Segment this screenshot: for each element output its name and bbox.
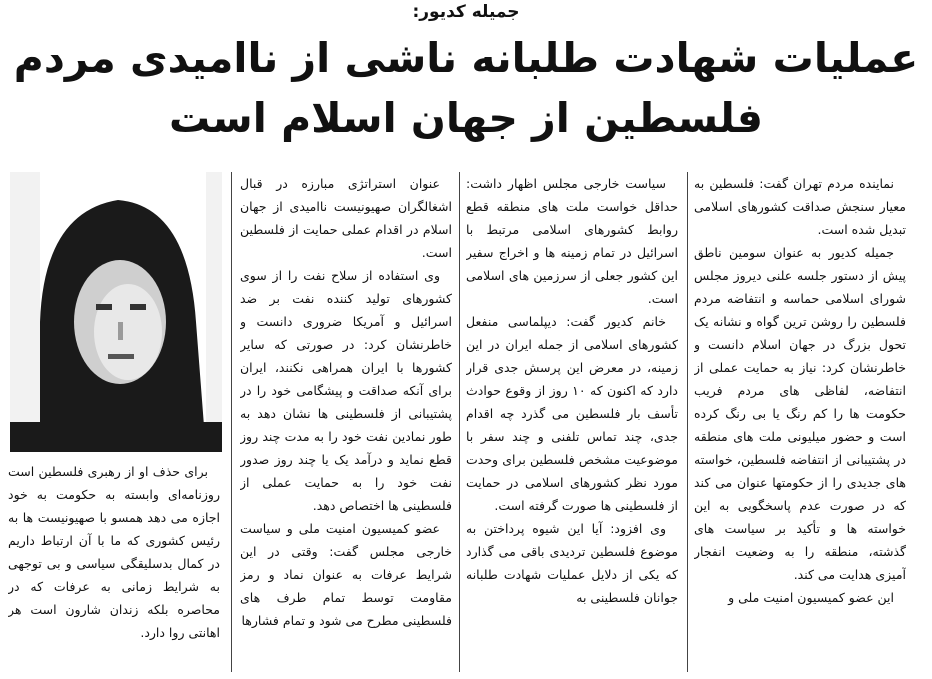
portrait-image [10,172,222,452]
column-divider [231,172,232,672]
paragraph: سیاست خارجی مجلس اظهار داشت: حداقل خواست ملت های منطقه قطع روابط کشورهای اسلامی مرتبط با اسرائیل در تمام زمینه ها و اخراج سفیر این کشور جعلی از سرزمین های اسلامی است. [466,176,678,306]
paragraph: عضو کمیسیون امنیت ملی و سیاست خارجی مجلس گفت: وقتی در این شرایط عرفات به عنوان نماد و رمز مقاومت توسط تمام طرف های فلسطینی مطرح می شود و تمام فشارها [240,521,452,628]
article-kicker: جمیله کدیور: [412,2,520,22]
paragraph: جمیله کدیور به عنوان سومین ناطق پیش از دستور جلسه علنی دیروز مجلس شورای اسلامی حماسه و انتفاضه مردم فلسطین را روشن ترین گواه و نشانه یک تحول بزرگ در جهان اسلام دانست و خاطرنشان کرد: نیاز به حمایت عملی از انتفاضه، لفاظی های مردم فریب حکومت ها را کم رنگ یا بی رنگ کرده است و حضور میلیونی ملت های منطقه در پشتیبانی از انتفاضه فلسطین، خواسته های جدیدی را از حکومتها عنوان می کند که در صورت عدم پاسخگویی به این خواسته ها و تأکید بر سیاست های گذشته، منطقه را به وضعیت انفجار آمیزی هدایت می کند. [694,245,906,582]
article-column-4 [8,460,220,677]
paragraph: نماینده مردم تهران گفت: فلسطین به معیار سنجش صداقت کشورهای اسلامی تبدیل شده است. [694,176,906,237]
paragraph: خانم کدیور گفت: دیپلماسی منفعل کشورهای اسلامی از جمله ایران در این زمینه، در معرض این پرسش جدی قرار دارد که اکنون که ۱۰ روز از وقوع حوادث تأسف بار فلسطین می گذرد چه اقدام جدی، چند تماس تلفنی و چند سفر با موضوعیت مشخص فلسطین برای وحدت مورد نظر کشورهای اسلامی در حمایت از فلسطینی ها صورت گرفته است. [466,314,678,513]
portrait-photo [10,172,222,452]
paragraph: وی استفاده از سلاح نفت را از سوی کشورهای تولید کننده نفت بر ضد اسرائیل و آمریکا ضروری دانست و خاطرنشان کرد: در صورتی که سایر کشورها با ایران همراهی نکنند، ایران برای آنکه صداقت و پیشگامی خود را در پشتیبانی از فلسطینی ها نشان دهد به طور نمادین نفت خود را به مدت چند روز قطع نماید و درآمد یک یا چند روز صدور نفت خود را به حمایت عملی از فلسطینی ها اختصاص دهد. [240,268,452,513]
column-divider [459,172,460,672]
column-divider [687,172,688,672]
paragraph: این عضو کمیسیون امنیت ملی و [728,590,894,605]
article-column-1 [694,172,906,677]
article-column-2 [466,172,678,677]
paragraph: وی افزود: آیا این شیوه پرداختن به موضوع فلسطین تردیدی باقی می گذارد که یکی از دلایل عملیات شهادت طلبانه جوانان فلسطینی به [466,521,678,605]
article-column-3 [240,172,452,677]
paragraph: برای حذف او از رهبری فلسطین است روزنامه‌ای وابسته به حکومت به خود اجازه می دهد همسو با صهیونیست ها به رئیس کشوری که ما با آن ارتباط داریم در کمال بدسلیقگی سیاسی و بی توجهی به شرایط زمانی به عرفات که در محاصره بلکه زندان شارون است هر اهانتی روا دارد. [8,464,220,640]
article-headline: عملیات شهادت طلبانه ناشی از ناامیدی مردم فلسطین از جهان اسلام است [13,34,919,142]
paragraph: عنوان استراتژی مبارزه در قبال اشغالگران صهیونیست ناامیدی از جهان اسلام در اقدام عملی حمایت از فلسطین است. [240,176,452,260]
